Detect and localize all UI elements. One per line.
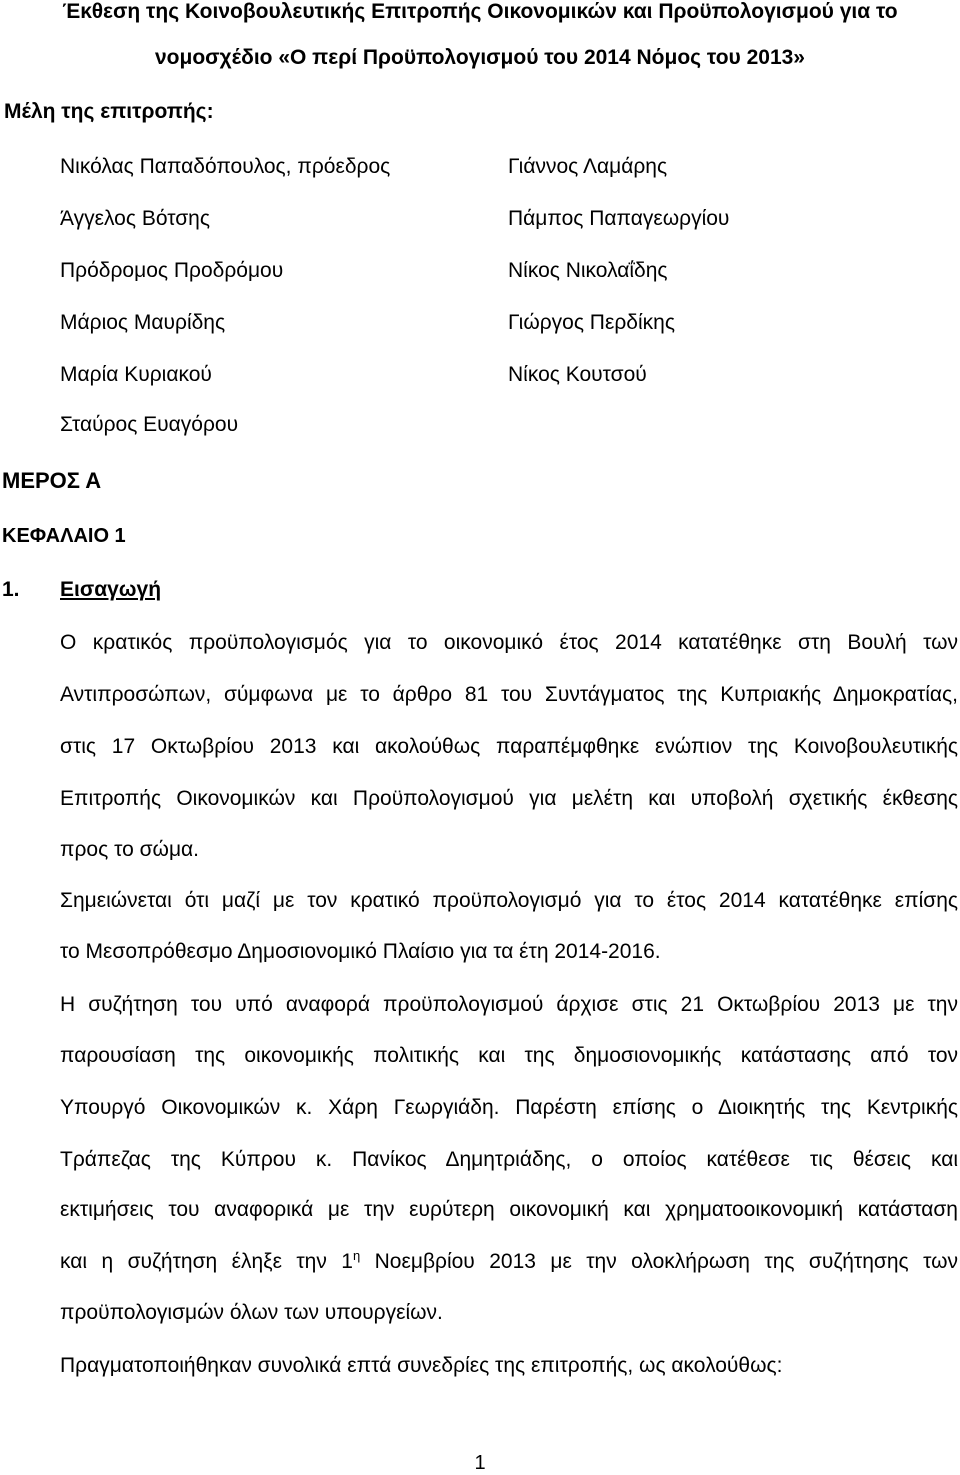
member-left-3: Πρόδρομος Προδρόμου [60, 259, 284, 282]
member-left-5: Μαρία Κυριακού [60, 363, 212, 386]
paragraph-3-line-5: εκτιμήσεις του αναφορικά με την ευρύτερη οικονομική και χρηματοοικονομική κατάσταση [60, 1198, 958, 1221]
paragraph-2-line-2: το Μεσοπρόθεσμο Δημοσιονομικό Πλαίσιο για τα έτη 2014-2016. [60, 940, 661, 963]
paragraph-3-line-6-end: Νοεμβρίου 2013 με την ολοκλήρωση της συζήτησης των [360, 1250, 958, 1273]
paragraph-3-line-4: Τράπεζας της Κύπρου κ. Πανίκος Δημητριάδης, ο οποίος κατέθεσε τις θέσεις και [60, 1148, 958, 1171]
paragraph-3-line-3: Υπουργό Οικονομικών κ. Χάρη Γεωργιάδη. Παρέστη επίσης ο Διοικητής της Κεντρικής [60, 1096, 958, 1119]
member-right-1: Γιάννος Λαμάρης [508, 155, 668, 178]
paragraph-3-line-1: Η συζήτηση του υπό αναφορά προϋπολογισμού άρχισε στις 21 Οκτωβρίου 2013 με την [60, 993, 958, 1016]
paragraph-3-line-7: προϋπολογισμών όλων των υπουργείων. [60, 1301, 443, 1324]
member-left-2: Άγγελος Βότσης [60, 207, 210, 230]
chapter-heading: ΚΕΦΑΛΑΙΟ 1 [2, 525, 126, 547]
section-title: Εισαγωγή [60, 578, 162, 601]
member-right-2: Πάμπος Παπαγεωργίου [508, 207, 730, 230]
member-right-5: Νίκος Κουτσού [508, 363, 647, 386]
paragraph-1-line-3: στις 17 Οκτωβρίου 2013 και ακολούθως παραπέμφθηκε ενώπιον της Κοινοβουλευτικής [60, 735, 958, 758]
paragraph-3-line-2: παρουσίαση της οικονομικής πολιτικής και της δημοσιονομικής κατάστασης από τον [60, 1044, 958, 1067]
section-number: 1. [2, 578, 20, 601]
page-number: 1 [474, 1452, 486, 1474]
paragraph-3-line-6-start: και η συζήτηση έληξε την 1 [60, 1250, 353, 1273]
member-left-6: Σταύρος Ευαγόρου [60, 413, 239, 436]
member-left-4: Μάριος Μαυρίδης [60, 311, 226, 334]
paragraph-1-line-2: Αντιπροσώπων, σύμφωνα με το άρθρο 81 του Συντάγματος της Κυπριακής Δημοκρατίας, [60, 683, 958, 706]
paragraph-3-line-6 [60, 1250, 958, 1274]
member-right-3: Νίκος Νικολαΐδης [508, 259, 668, 282]
member-left-1: Νικόλας Παπαδόπουλος, πρόεδρος [60, 155, 391, 178]
paragraph-4: Πραγματοποιήθηκαν συνολικά επτά συνεδρίες της επιτροπής, ως ακολούθως: [60, 1354, 783, 1377]
paragraph-1-line-5: προς το σώμα. [60, 838, 200, 861]
paragraph-2-line-1: Σημειώνεται ότι μαζί με τον κρατικό προϋπολογισμό για το έτος 2014 κατατέθηκε επίσης [60, 889, 958, 912]
ordinal-superscript: η [352, 1248, 361, 1263]
member-right-4: Γιώργος Περδίκης [508, 311, 675, 334]
report-title-line-1: Έκθεση της Κοινοβουλευτικής Επιτροπής Οικονομικών και Προϋπολογισμού για το [62, 0, 898, 23]
paragraph-1-line-1: Ο κρατικός προϋπολογισμός για το οικονομικό έτος 2014 κατατέθηκε στη Βουλή των [60, 631, 958, 654]
report-title-line-2: νομοσχέδιο «Ο περί Προϋπολογισμού του 2014 Νόμος του 2013» [154, 46, 805, 69]
committee-members-label: Μέλη της επιτροπής: [4, 100, 214, 123]
part-heading: ΜΕΡΟΣ Α [2, 468, 102, 493]
paragraph-1-line-4: Επιτροπής Οικονομικών και Προϋπολογισμού για μελέτη και υποβολή σχετικής έκθεσης [60, 787, 958, 810]
